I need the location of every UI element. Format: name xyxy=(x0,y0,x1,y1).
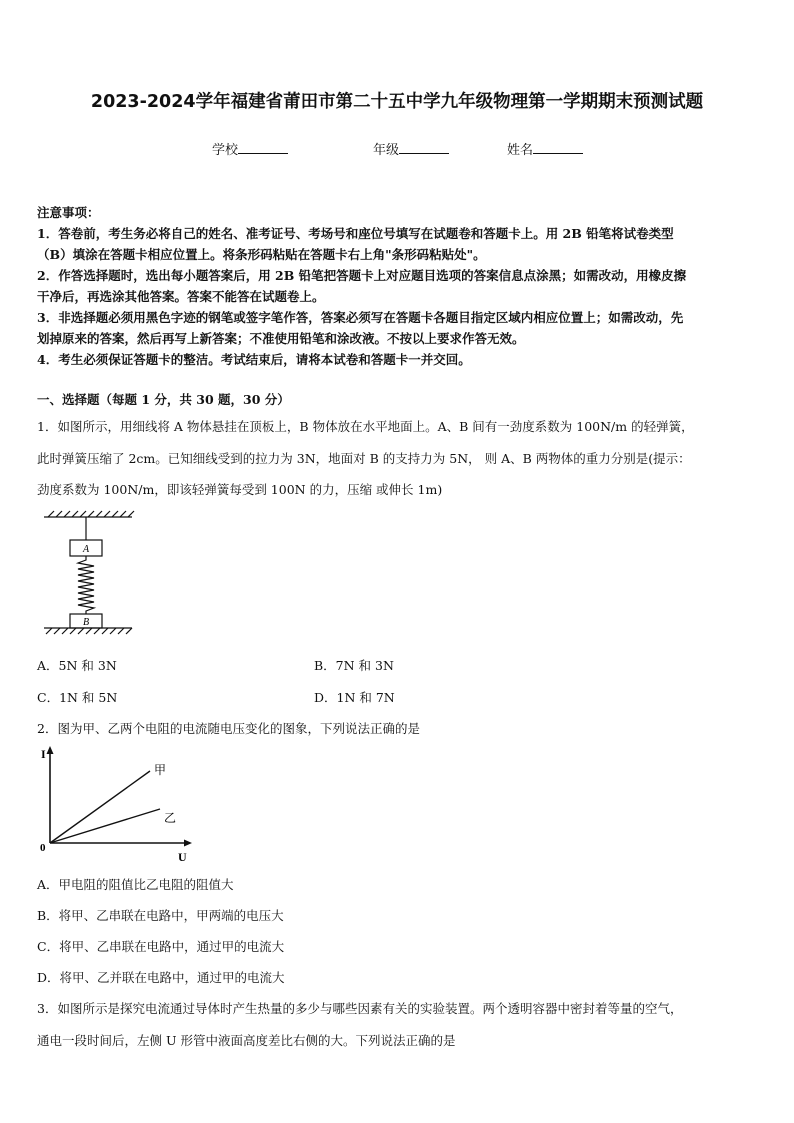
notes-heading: 注意事项： xyxy=(37,205,100,220)
q2-option-c: C．将甲、乙串联在电路中，通过甲的电流大 xyxy=(37,939,285,954)
note-line: 划掉原来的答案，然后再写上新答案；不准使用铅笔和涂改液。不按以上要求作答无效。 xyxy=(37,331,525,346)
x-axis-label: U xyxy=(178,850,187,864)
school-label: 学校 xyxy=(212,143,239,158)
q1-line: 1．如图所示，用细线将 A 物体悬挂在顶板上，B 物体放在水平地面上。A、B 间有一劲度系数为 100N/m 的轻弹簧， xyxy=(37,419,694,434)
x-arrow xyxy=(184,840,192,847)
q1-line: 此时弹簧压缩了 2cm。已知细线受到的拉力为 3N，地面对 B 的支持力为 5N， 则 A、B 两物体的重力分别是(提示： xyxy=(37,451,691,466)
ground xyxy=(44,628,132,634)
q2-option-a: A．甲电阻的阻值比乙电阻的阻值大 xyxy=(37,877,234,892)
y-arrow xyxy=(47,746,54,754)
note-line: 干净后，再选涂其他答案。答案不能答在试题卷上。 xyxy=(37,289,325,304)
note-line: （B）填涂在答题卡相应位置上。将条形码粘贴在答题卡右上角"条形码粘贴处"。 xyxy=(37,247,486,262)
q1-line: 劲度系数为 100N/m，即该轻弹簧每受到 100N 的力，压缩 或伸长 1m) xyxy=(37,482,443,497)
note-line: 2．作答选择题时，选出每小题答案后，用 2B 铅笔把答题卡上对应题目选项的答案信息点涂黑；如需改动，用橡皮擦 xyxy=(37,268,687,283)
grade-label: 年级 xyxy=(373,143,400,158)
school-field xyxy=(212,139,288,158)
q3-line: 通电一段时间后，左侧 U 形管中液面高度差比右侧的大。下列说法正确的是 xyxy=(37,1033,456,1048)
origin-label: 0 xyxy=(40,842,46,854)
name-label: 姓名 xyxy=(507,143,534,158)
q3-line: 3．如图所示是探究电流通过导体时产生热量的多少与哪些因素有关的实验装置。两个透明容器中密封着等量的空气， xyxy=(37,1001,683,1016)
note-line: 1．答卷前，考生务必将自己的姓名、准考证号、考场号和座位号填写在试题卷和答题卡上。用 2B 铅笔将试卷类型 xyxy=(37,226,674,241)
q1-option-c: C．1N 和 5N xyxy=(37,690,118,705)
name-blank xyxy=(533,141,583,154)
q1-spring-figure xyxy=(40,508,140,640)
q2-option-d: D．将甲、乙并联在电路中，通过甲的电流大 xyxy=(37,970,285,985)
line-yi xyxy=(50,809,160,843)
q1-option-d: D．1N 和 7N xyxy=(314,690,395,705)
line-jia xyxy=(50,771,150,843)
q2-stem: 2．图为甲、乙两个电阻的电流随电压变化的图象，下列说法正确的是 xyxy=(37,721,420,736)
name-field xyxy=(507,139,583,158)
school-blank xyxy=(238,141,288,154)
grade-field xyxy=(373,139,449,158)
spring xyxy=(78,556,94,614)
ceiling xyxy=(44,511,134,517)
block-b-label: B xyxy=(82,617,90,628)
y-axis-label: I xyxy=(41,747,46,761)
block-a-label: A xyxy=(82,544,90,555)
q1-option-a: A．5N 和 3N xyxy=(37,658,117,673)
note-line: 3．非选择题必须用黑色字迹的钢笔或签字笔作答，答案必须写在答题卡各题目指定区域内相应位置上；如需改动，先 xyxy=(37,310,684,325)
section-heading: 一、选择题（每题 1 分，共 30 题，30 分） xyxy=(37,392,290,407)
note-line: 4．考生必须保证答题卡的整洁。考试结束后，请将本试卷和答题卡一并交回。 xyxy=(37,352,471,367)
page-title: 2023-2024学年福建省莆田市第二十五中学九年级物理第一学期期末预测试题 xyxy=(90,92,704,112)
line-yi-label: 乙 xyxy=(164,811,177,825)
q2-iu-graph xyxy=(38,743,198,865)
grade-blank xyxy=(399,141,449,154)
q1-option-b: B．7N 和 3N xyxy=(314,658,394,673)
q2-option-b: B．将甲、乙串联在电路中，甲两端的电压大 xyxy=(37,908,284,923)
line-jia-label: 甲 xyxy=(154,763,167,777)
